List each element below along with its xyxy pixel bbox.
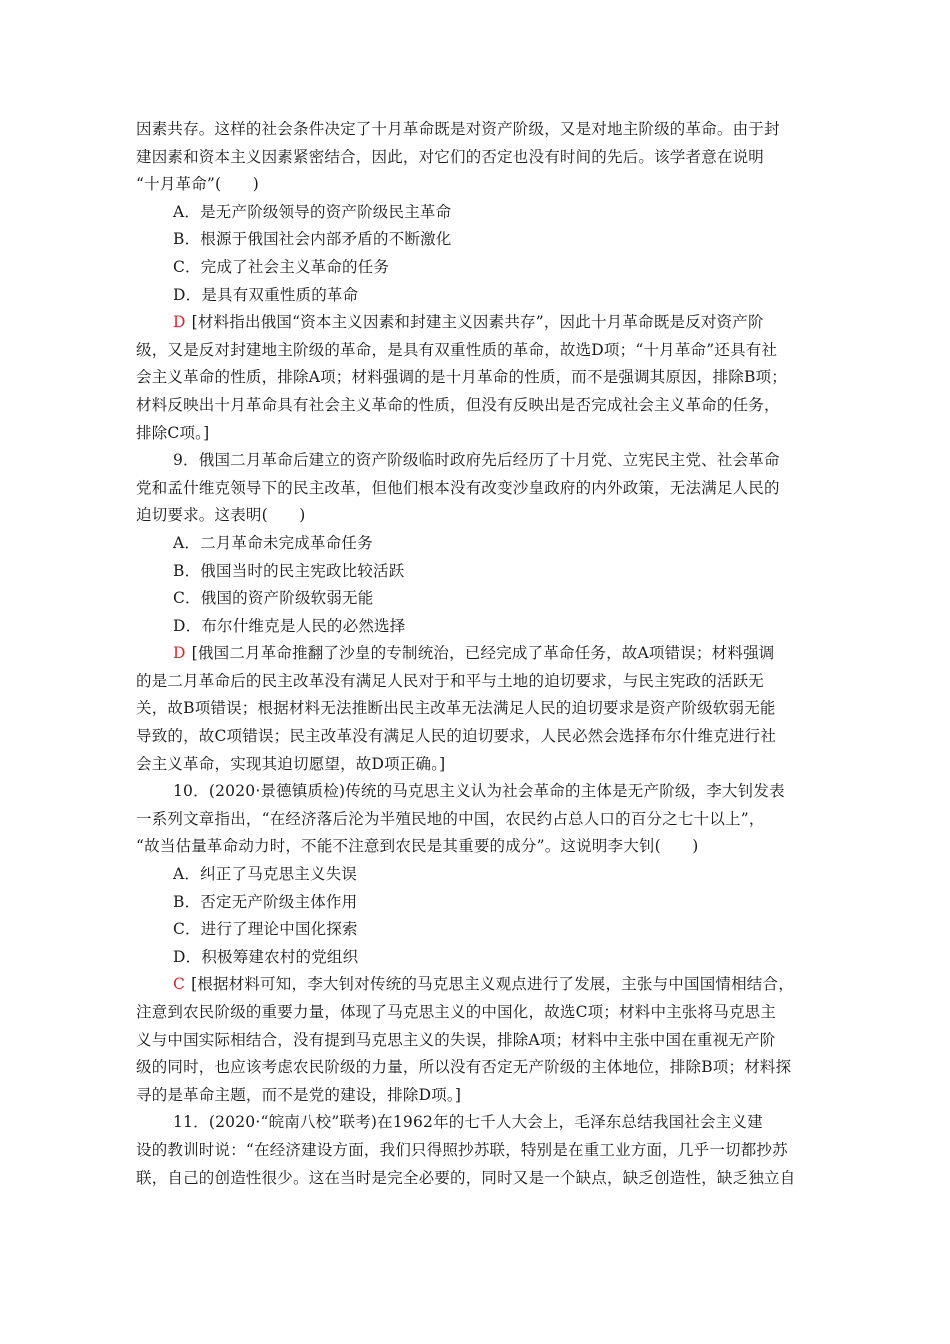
- line-text: C．完成了社会主义革命的任务: [173, 257, 390, 276]
- text-line: [136, 944, 814, 972]
- answer-letter: D: [173, 313, 186, 332]
- text-line: [136, 916, 814, 944]
- text-line: [136, 889, 814, 917]
- line-text: 关，故B项错误；根据材料无法推断出民主改革无法满足人民的迫切要求是资产阶级软弱无能: [136, 699, 776, 718]
- line-text: “十月革命”( ): [136, 175, 259, 194]
- line-text: 注意到农民阶级的重要力量，体现了马克思主义的中国化，故选C项；材料中主张将马克思主: [136, 1003, 777, 1021]
- line-text: 排除C项。]: [136, 423, 210, 442]
- text-line: [136, 171, 814, 199]
- line-text: 义与中国实际相结合，没有提到马克思主义的失误，排除A项；材料中主张中国在重视无产阶: [136, 1030, 776, 1049]
- line-text: 迫切要求。这表明( ): [136, 506, 306, 525]
- text-line: [136, 144, 814, 172]
- line-text: A．是无产阶级领导的资产阶级民主革命: [173, 202, 452, 221]
- line-text: [根据材料可知，李大钊对传统的马克思主义观点进行了发展，主张与中国国情相结合，: [191, 975, 794, 994]
- text-line: [136, 778, 814, 806]
- line-text: B．俄国当时的民主宪政比较活跃: [173, 561, 405, 580]
- line-text: C．进行了理论中国化探索: [173, 920, 358, 939]
- text-line: [136, 282, 814, 310]
- line-text: [俄国二月革命推翻了沙皇的专制统治，已经完成了革命任务，故A项错误；材料强调: [191, 644, 775, 663]
- line-text: 设的教训时说：“在经济建设方面，我们只得照抄苏联，特别是在重工业方面，几乎一切都抄苏: [136, 1140, 788, 1159]
- text-line: [136, 695, 814, 723]
- line-text: 因素共存。这样的社会条件决定了十月革命既是对资产阶级，又是对地主阶级的革命。由于封: [136, 120, 780, 138]
- line-text: 的是二月革命后的民主改革没有满足人民对于和平与土地的迫切要求，与民主宪政的活跃无: [136, 671, 765, 690]
- text-line: [136, 585, 814, 613]
- text-line: [136, 364, 814, 392]
- text-line: [136, 751, 814, 779]
- text-line: [136, 558, 814, 586]
- answer-letter: D: [173, 644, 186, 663]
- text-line: [136, 337, 814, 365]
- line-text: D．是具有双重性质的革命: [173, 285, 359, 304]
- line-text: 10．(2020·景德镇质检)传统的马克思主义认为社会革命的主体是无产阶级，李大钊发表: [173, 782, 785, 801]
- line-text: A．纠正了马克思主义失误: [173, 865, 358, 884]
- line-text: D．布尔什维克是人民的必然选择: [173, 616, 406, 635]
- text-line: [136, 254, 814, 282]
- line-text: 级的同时，也应该考虑农民阶级的力量，所以没有否定无产阶级的主体地位，排除B项；材料探: [136, 1058, 792, 1077]
- text-line: [136, 1027, 814, 1055]
- line-text: 材料反映出十月革命具有社会主义革命的性质，但没有反映出是否完成社会主义革命的任务，: [136, 395, 780, 414]
- line-text: 11．(2020·“皖南八校”联考)在1962年的七千人大会上，毛泽东总结我国社会主义建: [173, 1113, 763, 1132]
- text-line: [136, 833, 814, 861]
- text-line: [136, 116, 814, 144]
- line-text: 会主义革命的性质，排除A项；材料强调的是十月革命的性质，而不是强调其原因，排除B项；: [136, 368, 787, 387]
- text-line: [136, 613, 814, 641]
- line-text: D．积极筹建农村的党组织: [173, 947, 359, 966]
- answer-explanation-line: [136, 309, 814, 337]
- text-line: [136, 199, 814, 227]
- text-line: [136, 668, 814, 696]
- text-line: [136, 502, 814, 530]
- text-line: [136, 475, 814, 503]
- line-text: B．根源于俄国社会内部矛盾的不断激化: [173, 230, 452, 249]
- line-text: 9．俄国二月革命后建立的资产阶级临时政府先后经历了十月党、立宪民主党、社会革命: [173, 451, 780, 470]
- line-text: 级，又是反对封建地主阶级的革命，是具有双重性质的革命，故选D项；“十月革命”还具有社: [136, 340, 778, 359]
- text-line: [136, 1109, 814, 1137]
- line-text: 导致的，故C项错误；民主改革没有满足人民的迫切要求，人民必然会选择布尔什维克进行社: [136, 727, 777, 746]
- answer-letter: C: [173, 975, 186, 994]
- line-text: 寻的是革命主题，而不是党的建设，排除D项。]: [136, 1085, 462, 1104]
- line-text: 会主义革命，实现其迫切愿望，故D项正确。]: [136, 754, 446, 773]
- text-line: [136, 1137, 814, 1165]
- line-text: [材料指出俄国“资本主义因素和封建主义因素共存”，因此十月革命既是反对资产阶: [191, 313, 764, 332]
- line-text: C．俄国的资产阶级软弱无能: [173, 589, 374, 608]
- text-line: [136, 1054, 814, 1082]
- line-text: B．否定无产阶级主体作用: [173, 892, 358, 911]
- text-line: [136, 447, 814, 475]
- answer-explanation-line: [136, 640, 814, 668]
- text-line: [136, 999, 814, 1027]
- text-line: [136, 806, 814, 834]
- text-line: [136, 226, 814, 254]
- line-text: 联，自己的创造性很少。这在当时是完全必要的，同时又是一个缺点，缺乏创造性，缺乏独立自: [136, 1168, 796, 1187]
- line-text: “故当估量革命动力时，不能不注意到农民是其重要的成分”。这说明李大钊( ): [136, 837, 699, 856]
- text-line: [136, 1165, 814, 1193]
- text-line: [136, 392, 814, 420]
- text-line: [136, 530, 814, 558]
- answer-explanation-line: [136, 971, 814, 999]
- line-text: 党和孟什维克领导下的民主改革，但他们根本没有改变沙皇政府的内外政策，无法满足人民的: [136, 478, 780, 497]
- line-text: 建因素和资本主义因素紧密结合，因此，对它们的否定也没有时间的先后。该学者意在说明: [136, 147, 765, 166]
- line-text: 一系列文章指出，“在经济落后沦为半殖民地的中国，农民约占总人口的百分之七十以上”，: [136, 809, 765, 828]
- text-line: [136, 723, 814, 751]
- text-line: [136, 420, 814, 448]
- text-line: [136, 1082, 814, 1110]
- line-text: A．二月革命未完成革命任务: [173, 533, 373, 552]
- text-line: [136, 861, 814, 889]
